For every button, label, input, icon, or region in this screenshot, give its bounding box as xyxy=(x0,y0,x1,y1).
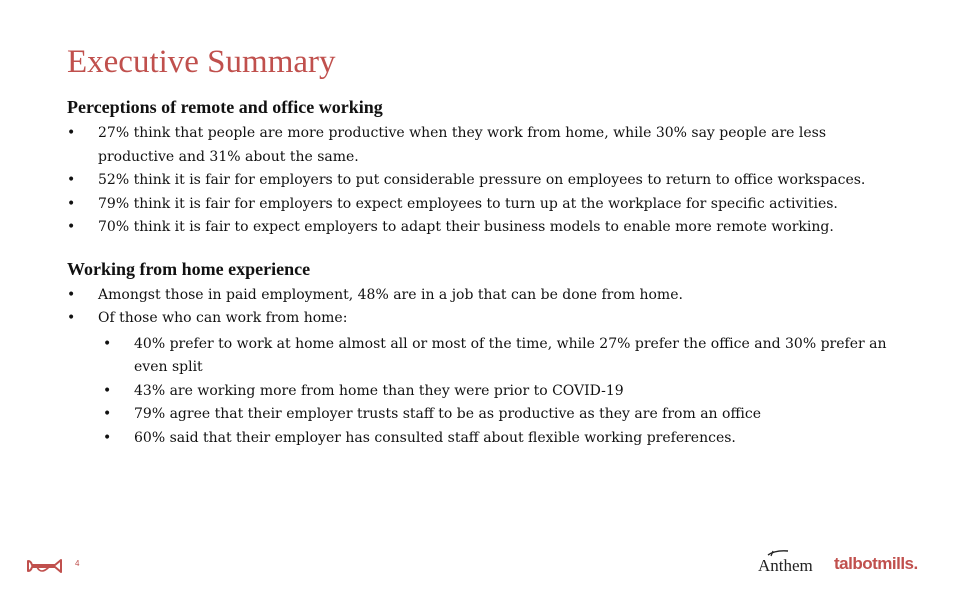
bullet-icon: • xyxy=(67,195,76,212)
page-number: 4 xyxy=(75,559,80,568)
talbotmills-logo: talbotmills. xyxy=(834,554,918,573)
bullet-icon: • xyxy=(67,286,76,303)
list-item-text: 43% are working more from home than they were prior to COVID-19 xyxy=(134,382,624,399)
bullet-icon: • xyxy=(103,429,112,446)
list-item xyxy=(67,193,897,217)
sub-list-item xyxy=(67,403,897,427)
anthem-logo-text: Anthem xyxy=(758,556,813,575)
sub-bullet-list xyxy=(67,333,897,451)
trumpet-icon xyxy=(25,555,67,577)
list-item-text: 70% think it is fair to expect employers to adapt their business models to enable more remote working. xyxy=(98,219,834,235)
section-wfh-experience xyxy=(67,258,897,451)
anthem-logo xyxy=(758,556,813,576)
bullet-icon: • xyxy=(67,172,76,188)
sub-list-item xyxy=(67,380,897,404)
list-item-text: 79% agree that their employer trusts staff to be as productive as they are from an office xyxy=(134,406,761,422)
bullet-icon: • xyxy=(67,219,76,235)
list-item xyxy=(67,284,897,308)
list-item-text: 27% think that people are more productive when they work from home, while 30% say people are less productive and 31% about the same. xyxy=(98,125,827,165)
sub-list-item xyxy=(67,333,897,380)
bullet-icon: • xyxy=(103,335,112,352)
list-item-text: Amongst those in paid employment, 48% are in a job that can be done from home. xyxy=(98,286,683,303)
slide-title: Executive Summary xyxy=(67,44,336,80)
list-item-text: 60% said that their employer has consulted staff about flexible working preferences. xyxy=(134,429,736,446)
list-item xyxy=(67,307,897,331)
bullet-list xyxy=(67,122,897,240)
bullet-icon: • xyxy=(67,125,76,141)
section-perceptions xyxy=(67,96,897,240)
list-item-text: Of those who can work from home: xyxy=(98,310,348,326)
anthem-logo-mark-icon xyxy=(767,549,789,557)
bullet-icon: • xyxy=(103,382,112,399)
sub-list-item xyxy=(67,427,897,451)
list-item xyxy=(67,122,897,169)
bullet-icon: • xyxy=(67,310,76,326)
list-item-text: 79% think it is fair for employers to expect employees to turn up at the workplace for specific activities. xyxy=(98,195,838,212)
bullet-list xyxy=(67,284,897,331)
list-item-text: 40% prefer to work at home almost all or most of the time, while 27% prefer the office and 30% prefer an even split xyxy=(134,335,887,375)
list-item xyxy=(67,169,897,193)
section-heading: Working from home experience xyxy=(67,258,311,279)
list-item xyxy=(67,216,897,240)
section-heading: Perceptions of remote and office working xyxy=(67,97,383,117)
bullet-icon: • xyxy=(103,406,112,422)
slide-content xyxy=(67,96,897,450)
list-item-text: 52% think it is fair for employers to put considerable pressure on employees to return to office workspaces. xyxy=(98,172,866,188)
